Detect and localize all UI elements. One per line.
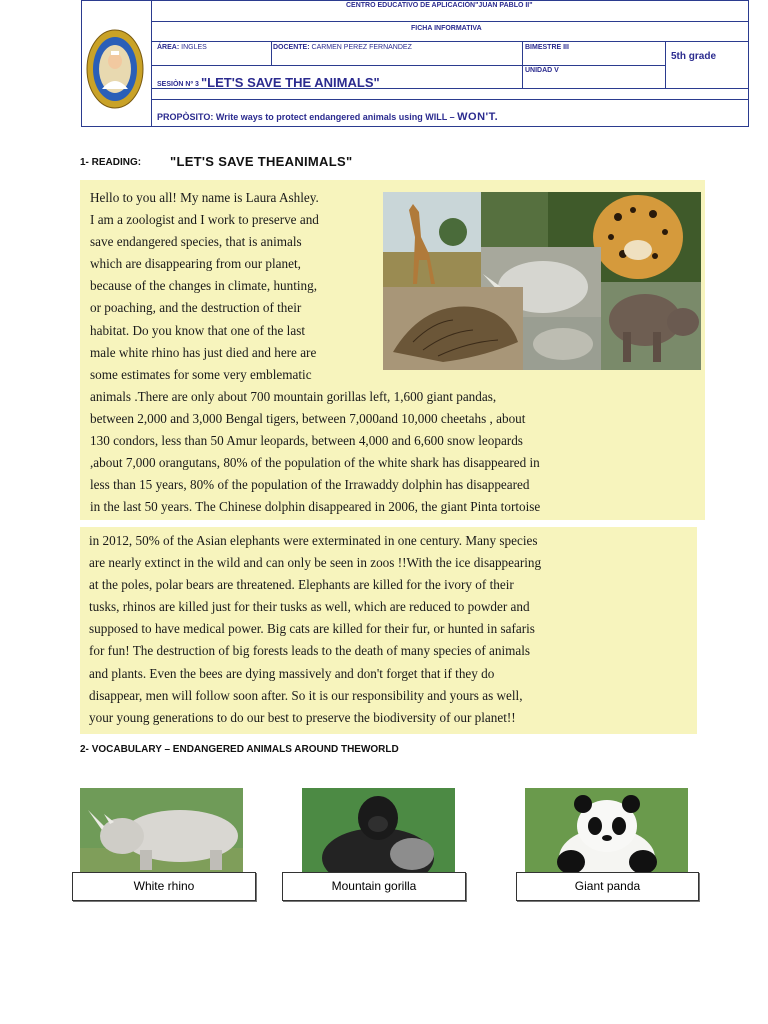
reading-title: "LET'S SAVE THEANIMALS" — [170, 154, 353, 169]
reading-paragraph-1 — [90, 187, 319, 386]
session-label: SESIÒN Nº 3 — [157, 81, 199, 88]
header-divider — [151, 21, 749, 22]
vocab-label-mountain-gorilla: Mountain gorilla — [282, 872, 466, 901]
text-line: habitat. Do you know that one of the last — [90, 322, 305, 338]
purpose-label: PROPÒSITO: — [157, 112, 214, 122]
reading-heading: 1- READING: — [80, 157, 142, 168]
text-line: and plants. Even the bees are dying massively and don't forget that if they do — [89, 665, 495, 681]
white-rhino-image — [80, 788, 243, 872]
area-label: ÁREA: — [157, 44, 180, 51]
text-line: male white rhino has just died and here are — [90, 344, 317, 360]
text-line: for fun! The destruction of big forests leads to the death of many species of animals — [89, 643, 531, 659]
unit: UNIDAD V — [525, 67, 559, 74]
header-divider — [271, 41, 272, 65]
header-table — [81, 0, 749, 127]
text-line: between 2,000 and 3,000 Bengal tigers, between 7,000and 10,000 cheetahs , about — [90, 411, 526, 427]
purpose-end: WON'T. — [457, 111, 499, 123]
text-line: which are disappearing from our planet, — [90, 256, 301, 272]
vocabulary-heading-number: 2- — [80, 744, 89, 755]
text-line: are nearly extinct in the wild and can only be seen in zoos !!With the ice disappearing — [89, 555, 542, 571]
sheet-type: FICHA INFORMATIVA — [411, 25, 482, 32]
text-line: in the last 50 years. The Chinese dolphin disappeared in 2006, the giant Pinta tortoise — [90, 499, 541, 515]
text-line: or poaching, and the destruction of their — [90, 300, 302, 316]
school-seal-logo — [86, 29, 144, 109]
text-line: 130 condors, less than 50 Amur leopards, between 4,000 and 6,600 snow leopards — [90, 433, 523, 449]
text-line: disappear, men will follow soon after. So it is our responsibility and yours as well, — [89, 687, 523, 703]
text-line: your young generations to do our best to preserve the biodiversity of our planet!! — [89, 709, 516, 725]
endangered-animals-collage — [383, 192, 701, 370]
header-divider — [151, 1, 152, 127]
giant-panda-image — [525, 788, 688, 872]
vocab-label-giant-panda: Giant panda — [516, 872, 699, 901]
text-line: save endangered species, that is animals — [90, 234, 302, 250]
vocabulary-heading: VOCABULARY – ENDANGERED ANIMALS AROUND THEWORLD — [91, 744, 399, 755]
grade: 5th grade — [671, 51, 717, 62]
reading-paragraph-2 — [89, 530, 541, 729]
text-line: Hello to you all! My name is Laura Ashley. — [90, 190, 319, 205]
text-line: less than 15 years, 80% of the population of the Irrawaddy dolphin has disappeared — [90, 477, 530, 493]
text-line: some estimates for some very emblematic — [90, 366, 312, 382]
teacher-label: DOCENTE: — [273, 44, 310, 51]
header-divider — [665, 41, 666, 88]
area-value: INGLES — [181, 44, 207, 51]
header-divider — [151, 99, 749, 100]
purpose-text: Write ways to protect endangered animals using WILL — [215, 112, 448, 122]
mountain-gorilla-image — [302, 788, 455, 872]
text-line: I am a zoologist and I work to preserve and — [90, 212, 319, 228]
term: BIMESTRE III — [525, 44, 569, 51]
text-line: tusks, rhinos are killed just for their tusks as well, which are reduced to powder and — [89, 599, 530, 615]
text-line: at the poles, polar bears are threatened. Elephants are killed for the ivory of their — [89, 577, 514, 593]
session-title: "LET'S SAVE THE ANIMALS" — [201, 75, 380, 90]
school-name: CENTRO EDUCATIVO DE APLICACIÓN"JUAN PABLO II" — [346, 2, 533, 9]
purpose-dash: – — [449, 112, 455, 122]
reading-paragraph-1-cont — [90, 386, 540, 519]
text-line: in 2012, 50% of the Asian elephants were exterminated in one century. Many species — [89, 533, 538, 548]
text-line: ,about 7,000 orangutans, 80% of the population of the white shark has disappeared in — [90, 455, 540, 471]
header-divider — [151, 65, 665, 66]
text-line: because of the changes in climate, hunting, — [90, 278, 318, 294]
header-divider — [522, 41, 523, 88]
teacher-value: CARMEN PEREZ FERNANDEZ — [311, 44, 412, 51]
vocab-label-white-rhino: White rhino — [72, 872, 256, 901]
text-line: supposed to have medical power. Big cats are killed for their fur, or hunted in safaris — [89, 621, 535, 637]
text-line: animals .There are only about 700 mountain gorillas left, 1,600 giant pandas, — [90, 389, 497, 404]
header-divider — [151, 41, 749, 42]
